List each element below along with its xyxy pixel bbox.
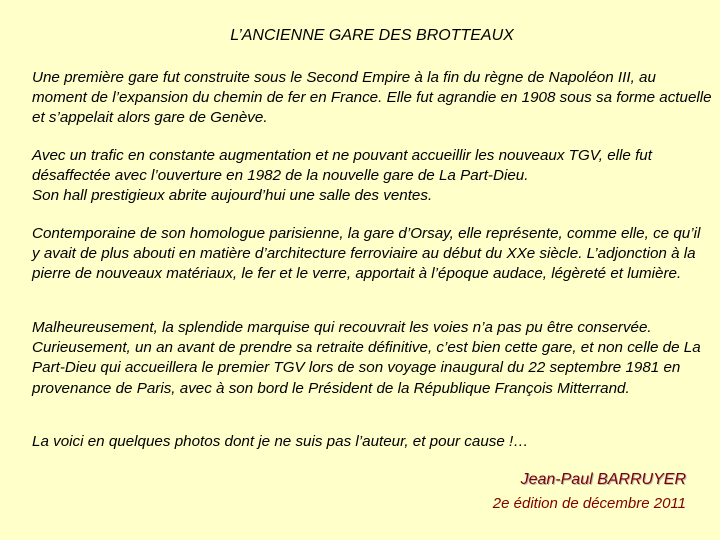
paragraph-history: Une première gare fut construite sous le Second Empire à la fin du règne de Napoléon III, au moment de l’expansion du chemin de fer en France. Elle fut agrandie en 1908 sous sa forme actuelle et s’appelait alors gare de Genève. — [32, 69, 712, 127]
paragraph-closure: Avec un trafic en constante augmentation et ne pouvant accueillir les nouveaux TGV, elle fut désaffectée avec l’ouverture en 1982 de la nouvelle gare de La Part-Dieu. — [32, 147, 652, 185]
paragraph-architecture: Contemporaine de son homologue parisienne, la gare d’Orsay, elle représente, comme elle, ce qu’il y avait de plus abouti en matière d’architecture ferroviaire au début du XXe siècle. L’adjonction à la pierre de nouveaux matériaux, le fer et le verre, apportait à l’époque audace, légèreté et lumière. — [32, 225, 701, 283]
page-title: L’ANCIENNE GARE DES BROTTEAUX — [230, 27, 514, 44]
edition-date: 2e édition de décembre 2011 — [492, 495, 686, 512]
paragraph-photos: La voici en quelques photos dont je ne suis pas l’auteur, et pour cause !… — [32, 433, 529, 450]
paragraph-hall: Son hall prestigieux abrite aujourd’hui une salle des ventes. — [32, 187, 433, 204]
author-signature: Jean-Paul BARRUYER — [520, 471, 686, 488]
paragraph-tgv: Malheureusement, la splendide marquise qui recouvrait les voies n’a pas pu être conservée. Curieusement, un an avant de prendre sa retraite définitive, c’est bien cette gare, et non celle de La Part-Dieu qui accueillera le premier TGV lors de son voyage inaugural du 22 septembre 1981 en provenance de Paris, avec à son bord le Président de la République François Mitterrand. — [32, 319, 701, 397]
